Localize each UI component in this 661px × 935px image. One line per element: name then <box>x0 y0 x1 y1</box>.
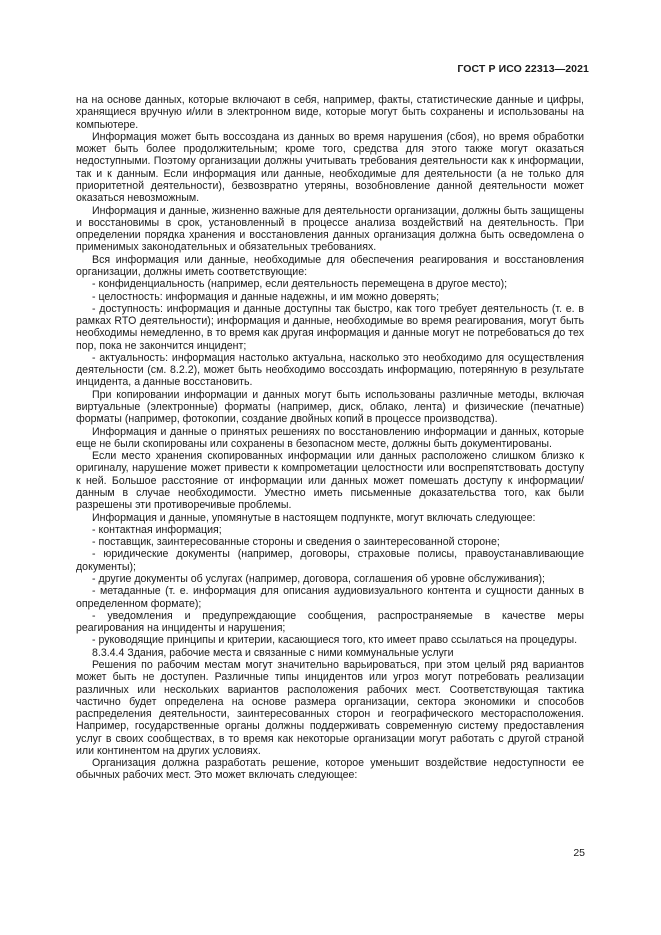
list-item: - доступность: информация и данные доступны так быстро, как того требует деятельность (т. е. в рамках RTO деятельности); информация и данные, необходимые во время реагирования, могут быть необходимы немедленно, в то время как другая информация и данные могут не потребоваться до тех пор, пока не закончится инцидент; <box>76 302 584 352</box>
list-item: - контактная информация; <box>92 523 222 536</box>
paragraph: Информация и данные, упомянутые в настоящем подпункте, могут включать следующее: <box>92 511 536 524</box>
paragraph: Организация должна разработать решение, которое уменьшит воздействие недоступности ее обычных рабочих мест. Это может включать следующее: <box>76 757 584 782</box>
list-item: - метаданные (т. е. информация для описания аудиовизуального контента и сущности данных в определенном формате); <box>76 585 584 610</box>
paragraph: Вся информация или данные, необходимые для обеспечения реагирования и восстановления организации, должны иметь соответствующие: <box>76 253 584 278</box>
paragraph: При копировании информации и данных могут быть использованы различные методы, включая виртуальные (электронные) форматы (например, диск, облако, лента) и физические (печатные) форматы (например, фотокопии, создание двойных копий в процессе производства). <box>76 388 584 426</box>
paragraph: на на основе данных, которые включают в себя, например, факты, статистические данные и цифры, хранящиеся вручную и/или в электронном виде, которые могут быть сохранены и использованы на компьютере. <box>76 94 584 131</box>
standard-id-header: ГОСТ Р ИСО 22313—2021 <box>457 63 589 75</box>
list-item: - юридические документы (например, договоры, страховые полисы, правоустанавливающие документы); <box>76 548 584 573</box>
paragraph: Решения по рабочим местам могут значительно варьироваться, при этом целый ряд вариантов может быть не доступен. Различные типы инцидентов или угроз могут потребовать реализации различных или нескольких вариантов расположения рабочих мест. Соответствующая тактика частично будет определена на основе размера организации, сектора экономики и способов распределения деятельности, заинтересованных сторон и географического месторасположения. Например, государственные органы должны поддерживать современную систему предоставления услуг в своих сообществах, в то время как некоторые организации могут работать с другой страной или континентом на других условиях. <box>76 658 584 757</box>
paragraph: Информация и данные о принятых решениях по восстановлению информации и данных, которые еще не были скопированы или сохранены в безопасном месте, должны быть документированы. <box>76 425 584 450</box>
paragraph: Информация и данные, жизненно важные для деятельности организации, должны быть защищены и восстановимы в срок, установленный в процессе анализа воздействий на деятельность. При определении порядка хранения и восстановления данных организация должна быть осведомлена о применимых законодательных и обязательных требованиях. <box>76 204 584 254</box>
list-item: - конфиденциальность (например, если деятельность перемещена в другое место); <box>92 278 508 291</box>
section-heading: 8.3.4.4 Здания, рабочие места и связанные с ними коммунальные услуги <box>92 646 454 659</box>
list-item: - актуальность: информация настолько актуальна, насколько это необходимо для осуществления деятельности (см. 8.2.2), может быть необходимо воссоздать информацию, потерянную в результате инцидента, а данные восстановить. <box>76 351 584 389</box>
list-item: - уведомления и предупреждающие сообщения, распространяемые в качестве меры реагирования на инциденты и нарушения; <box>76 609 584 635</box>
paragraph: Если место хранения скопированных информации или данных расположено слишком близко к оригиналу, нарушение может привести к компрометации целостности или воспрепятствовать доступу к ней. Большое расстояние от информации или данных может помешать доступу к информации/данным в случае необходимости. Уместно иметь письменные доказательства того, как были разрешены эти противоречивые проблемы. <box>76 450 584 512</box>
page-number: 25 <box>573 847 585 859</box>
list-item: - поставщик, заинтересованные стороны и сведения о заинтересованной стороне; <box>92 536 500 549</box>
list-item: - другие документы об услугах (например, договора, соглашения об уровне обслуживания); <box>92 572 545 585</box>
paragraph: Информация может быть воссоздана из данных во время нарушения (сбоя), но время обработки может быть более продолжительным; кроме того, средства для этого также могут оказаться недоступными. Поэтому организации должны учитывать требования деятельности как к информации, так и к данным. Если информация или данные, необходимые для деятельности (а не только для приоритетной деятельности), безвозвратно утеряны, возобновление данной деятельности может оказаться невозможным. <box>76 130 584 205</box>
list-item: - руководящие принципы и критерии, касающиеся того, кто имеет право ссылаться на процедуры. <box>92 634 578 647</box>
body-text <box>76 94 584 782</box>
list-item: - целостность: информация и данные надежны, и им можно доверять; <box>92 290 440 303</box>
